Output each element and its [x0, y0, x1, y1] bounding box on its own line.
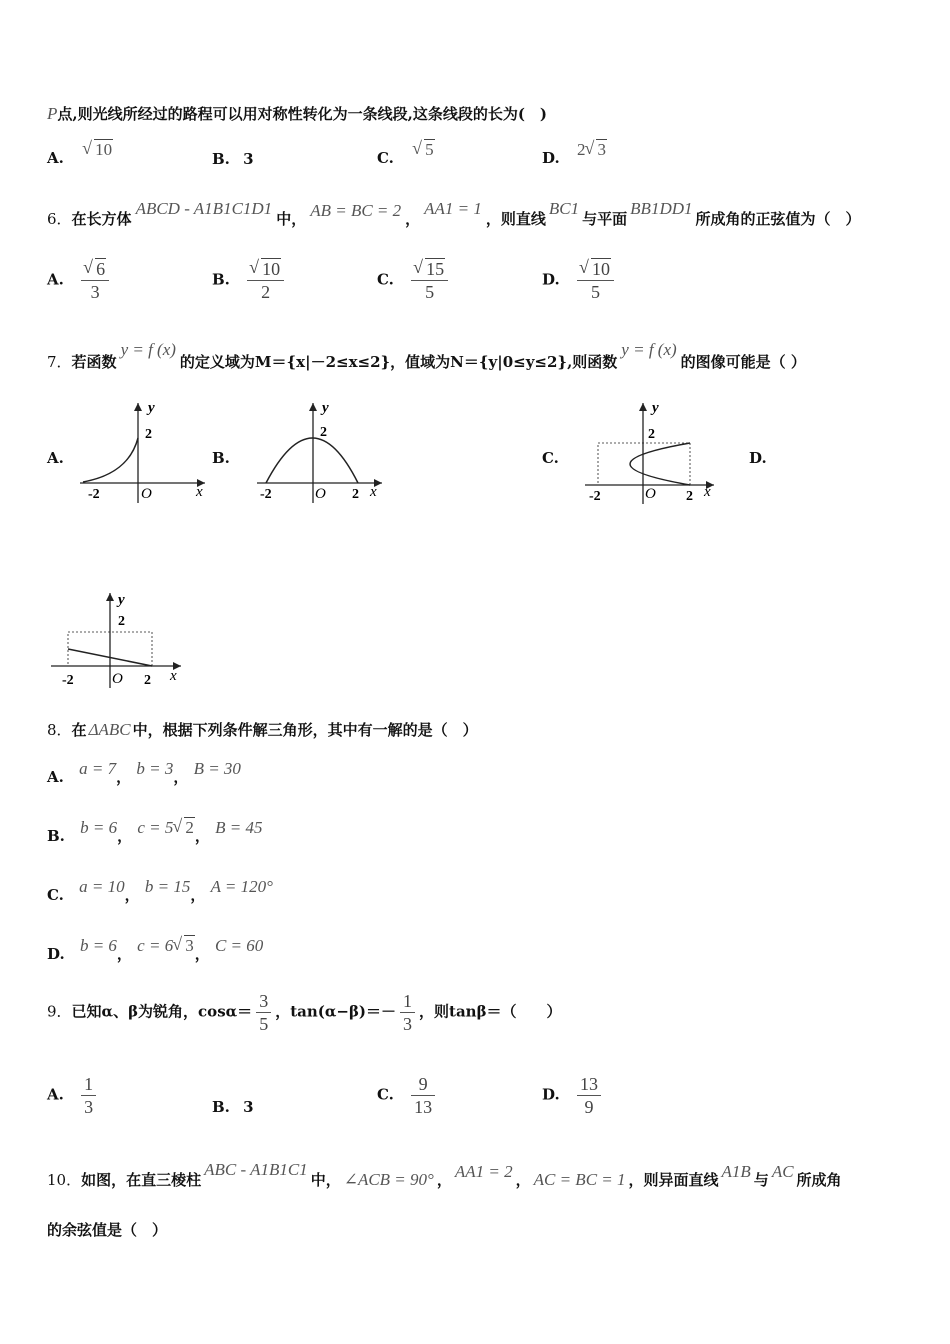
q9-frac-cos: $\frac{3}{5}$: [256, 990, 271, 1035]
q5-stem: [47, 103, 547, 124]
tick-2: 2: [320, 425, 327, 440]
q10-expr: AA1 = 2: [454, 1162, 513, 1181]
q8-cond: B = 30: [193, 759, 241, 778]
comma: ，: [116, 945, 132, 963]
tick-neg2: -2: [260, 487, 272, 502]
tick-neg2: -2: [589, 489, 601, 504]
q7-option-c-label[interactable]: C.: [542, 449, 559, 467]
option-label: A.: [47, 768, 64, 786]
q10-text: 中，: [310, 1171, 341, 1189]
q8-expr: ΔABC: [88, 720, 131, 739]
tick-2-x: 2: [352, 487, 359, 502]
q7-text: 若函数: [71, 353, 117, 371]
q9-option-c-value: $\frac{9}{13}$: [411, 1073, 435, 1118]
q6-option-d-value: √ $\frac{10}{5}$: [577, 258, 614, 303]
option-label: C.: [377, 270, 394, 289]
q8-cond: b = 3: [136, 759, 174, 778]
origin-label: O: [112, 671, 123, 687]
q9-option-d[interactable]: [542, 1073, 601, 1118]
q8-cond: b = 6: [80, 818, 118, 837]
q5-option-a[interactable]: [47, 140, 113, 168]
y-axis-label: y: [652, 400, 659, 416]
q8-cond: a = 10: [79, 877, 125, 896]
q10-text: 如图，在直三棱柱: [81, 1171, 202, 1189]
q8-cond: A = 120°: [210, 877, 273, 896]
q5-option-c-value: √ 5: [413, 140, 435, 160]
q9-number: 9．: [47, 1002, 72, 1021]
q8-cond: C = 60: [214, 936, 264, 955]
tick-neg2: -2: [62, 673, 74, 688]
q6-option-a[interactable]: [47, 258, 109, 303]
x-axis-label: x: [370, 484, 377, 500]
q6-option-b-value: √ $\frac{10}{2}$: [247, 258, 284, 303]
option-label: B.: [212, 270, 230, 289]
q10-text: ，: [515, 1171, 531, 1189]
q10-expr: ABC - A1B1C1: [204, 1160, 308, 1179]
y-axis-label: y: [118, 592, 125, 608]
q9-text: 已知α、β为锐角，cosα＝: [71, 1002, 253, 1021]
q6-option-d[interactable]: [542, 258, 614, 303]
tick-2-x: 2: [686, 489, 693, 504]
q9-option-c[interactable]: [377, 1073, 435, 1118]
q9-option-b-value: 3: [243, 1098, 254, 1116]
q8-option-a[interactable]: [47, 759, 241, 787]
q10-text: 与: [753, 1171, 769, 1189]
origin-label: O: [141, 486, 152, 502]
q6-expr: AB = BC = 2: [310, 201, 402, 220]
q7-number: 7．: [47, 353, 72, 371]
q6-text: 与平面: [582, 210, 628, 228]
q8-cond: b = 15: [144, 877, 191, 896]
option-label: B.: [47, 827, 65, 845]
q9-text: ，则tanβ＝（ ）: [419, 1002, 562, 1021]
q6-number: 6．: [47, 210, 72, 228]
q8-number: 8．: [47, 721, 72, 739]
q7-expr: y = f (x): [120, 340, 176, 359]
option-label: C.: [377, 149, 394, 167]
q8-cond: c = 6√ 3: [137, 936, 195, 955]
comma: ，: [124, 886, 140, 904]
q7-graph-b[interactable]: [252, 398, 387, 508]
q10-text: ，则异面直线: [628, 1171, 719, 1189]
q10-text: ，: [436, 1171, 452, 1189]
q6-option-c-value: √ $\frac{15}{5}$: [411, 258, 448, 303]
q6-text: 所成角的正弦值为（ ）: [695, 210, 861, 228]
q8-cond: B = 45: [215, 818, 263, 837]
option-label: C.: [47, 886, 64, 904]
q6-expr: BB1DD1: [630, 199, 693, 218]
q7-text: 的图像可能是（ ）: [680, 353, 806, 371]
x-axis-label: x: [170, 668, 177, 684]
comma: ，: [116, 768, 132, 786]
q7-option-b-label[interactable]: B.: [212, 449, 230, 467]
q7-option-a-label[interactable]: A.: [47, 449, 64, 467]
q8-cond: b = 6: [79, 936, 117, 955]
option-label: D.: [542, 1085, 560, 1104]
q10-expr: AC: [771, 1162, 794, 1181]
q5-option-d[interactable]: [542, 140, 607, 168]
q9-frac-tan: $\frac{1}{3}$: [400, 990, 415, 1035]
tick-2: 2: [118, 614, 125, 629]
x-axis-label: x: [704, 484, 711, 500]
q5-point-var: P: [47, 104, 58, 123]
q9-option-b[interactable]: [212, 1098, 254, 1116]
q10-expr: AC = BC = 1: [533, 1170, 626, 1189]
tick-2: 2: [145, 427, 152, 442]
q7-graph-d[interactable]: [48, 588, 188, 698]
origin-label: O: [645, 486, 656, 502]
q10-text: 所成角: [796, 1171, 842, 1189]
q6-text: 中，: [276, 210, 307, 228]
option-label: D.: [47, 945, 65, 963]
tick-neg2: -2: [88, 487, 100, 502]
q9-text: ，tan(α−β)＝－: [275, 1002, 397, 1021]
q8-cond: a = 7: [79, 759, 117, 778]
q10-expr: A1B: [721, 1162, 751, 1181]
comma: ，: [194, 945, 210, 963]
q5-option-a-value: √ 10: [83, 140, 113, 160]
q9-option-a-value: $\frac{1}{3}$: [81, 1073, 96, 1118]
q8-text: 中，根据下列条件解三角形，其中有一解的是（ ）: [132, 721, 478, 739]
tick-2: 2: [648, 427, 655, 442]
option-label: A.: [47, 149, 64, 167]
option-label: D.: [542, 149, 560, 167]
q9-option-d-value: $\frac{13}{9}$: [577, 1073, 601, 1118]
comma: ，: [194, 827, 210, 845]
option-label: A.: [47, 1085, 64, 1104]
q5-option-b[interactable]: [212, 150, 254, 168]
q6-option-c[interactable]: [377, 258, 448, 303]
q5-option-b-value: 3: [243, 150, 254, 168]
q9-stem: [47, 990, 562, 1035]
q8-cond: c = 5√ 2: [137, 818, 195, 837]
q6-expr: BC1: [548, 199, 580, 218]
q8-stem: [47, 719, 478, 740]
q5-stem-text: 点,则光线所经过的路程可以用对称性转化为一条线段,这条线段的长为( ): [57, 105, 548, 123]
q8-option-c[interactable]: [47, 877, 273, 905]
q10-number: 10．: [47, 1171, 82, 1189]
q6-stem: [47, 199, 861, 229]
q7-graph-c[interactable]: [580, 398, 720, 508]
q8-option-b[interactable]: [47, 818, 263, 846]
option-label: D.: [542, 270, 560, 289]
y-axis-label: y: [148, 400, 155, 416]
q8-option-d[interactable]: [47, 936, 264, 964]
q6-text: 在长方体: [71, 210, 132, 228]
q10-stem: [47, 1160, 842, 1190]
comma: ，: [173, 768, 189, 786]
q7-text: 的定义域为M＝{x|－2≤x≤2}，值域为N＝{y|0≤y≤2},则函数: [179, 353, 618, 371]
q6-expr: ABCD - A1B1C1D1: [135, 199, 273, 218]
option-label: B.: [212, 1098, 230, 1116]
q9-option-a[interactable]: [47, 1073, 96, 1118]
q6-expr: AA1 = 1: [424, 199, 482, 218]
q5-option-d-value: 2√ 3: [577, 140, 607, 159]
q8-text: 在: [71, 721, 87, 739]
q7-stem: [47, 340, 806, 372]
q6-text: ，: [405, 210, 421, 228]
x-axis-label: x: [196, 484, 203, 500]
q10-expr: ∠ACB = 90°: [343, 1170, 434, 1189]
option-label: A.: [47, 270, 64, 289]
q7-expr: y = f (x): [621, 340, 677, 359]
origin-label: O: [315, 486, 326, 502]
q7-graph-a[interactable]: [75, 398, 210, 508]
option-label: B.: [212, 150, 230, 168]
q6-text: ，则直线: [485, 210, 546, 228]
q5-option-c[interactable]: [377, 140, 435, 168]
comma: ，: [117, 827, 133, 845]
q6-option-b[interactable]: [212, 258, 284, 303]
q6-option-a-value: √ $\frac{6}{3}$: [81, 258, 109, 303]
q10-stem-line2: 的余弦值是（ ）: [47, 1221, 168, 1239]
option-label: C.: [377, 1085, 394, 1104]
tick-2-x: 2: [144, 673, 151, 688]
comma: ，: [190, 886, 206, 904]
y-axis-label: y: [322, 400, 329, 416]
q7-option-d-label[interactable]: D.: [749, 449, 767, 467]
